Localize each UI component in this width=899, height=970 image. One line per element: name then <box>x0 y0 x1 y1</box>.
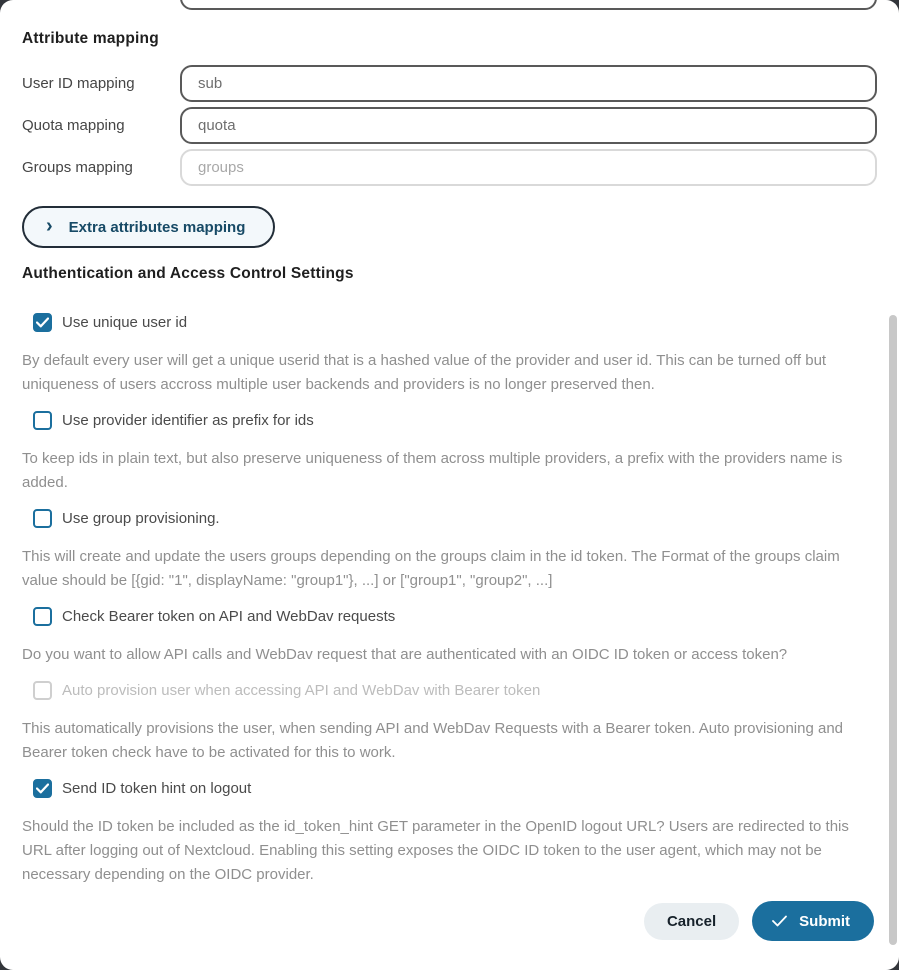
quota-mapping-row <box>22 107 877 144</box>
scrollbar-thumb[interactable] <box>889 315 897 945</box>
user-id-mapping-input[interactable] <box>180 65 877 102</box>
groups-mapping-label: Groups mapping <box>22 159 133 176</box>
description-check-bearer-token: Do you want to allow API calls and WebDav request that are authenticated with an OIDC ID token or access token? <box>22 646 788 663</box>
checkbox-provider-prefix[interactable] <box>33 411 877 430</box>
chevron-right-icon: › <box>46 215 53 237</box>
checkmark-icon <box>36 783 49 794</box>
auth-settings-heading: Authentication and Access Control Settings <box>22 265 354 282</box>
checkbox-label[interactable]: Check Bearer token on API and WebDav requests <box>62 608 396 625</box>
checkbox-send-id-token-hint[interactable] <box>33 779 877 798</box>
extra-attributes-mapping-label: Extra attributes mapping <box>68 218 246 236</box>
checkbox-label[interactable]: Use unique user id <box>62 314 188 331</box>
quota-mapping-input[interactable] <box>180 107 877 144</box>
checkbox-use-unique-user-id[interactable] <box>33 313 877 332</box>
checkbox-box[interactable] <box>33 607 52 626</box>
checkbox-label[interactable]: Use provider identifier as prefix for ids <box>62 412 314 429</box>
checkbox-label: Auto provision user when accessing API and WebDav with Bearer token <box>62 682 541 699</box>
checkbox-box <box>33 681 52 700</box>
checkbox-box[interactable] <box>33 411 52 430</box>
checkbox-check-bearer-token[interactable] <box>33 607 877 626</box>
groups-mapping-input <box>180 149 877 186</box>
checkbox-group-provisioning[interactable] <box>33 509 877 528</box>
quota-mapping-label: Quota mapping <box>22 117 125 134</box>
user-id-mapping-label: User ID mapping <box>22 75 135 92</box>
dialog-footer <box>644 901 874 941</box>
checkbox-label[interactable]: Send ID token hint on logout <box>62 780 252 797</box>
cancel-button[interactable]: Cancel <box>644 903 739 940</box>
submit-button-label: Submit <box>799 912 850 930</box>
checkbox-label[interactable]: Use group provisioning. <box>62 510 220 527</box>
checkmark-icon <box>36 317 49 328</box>
checkbox-auto-provision-bearer <box>33 681 877 700</box>
description-send-id-token-hint: Should the ID token be included as the id_token_hint GET parameter in the OpenID logout URL? Users are redirected to this URL after logging out of Nextcloud. Enabling this setting exposes the OIDC ID token to the user agent, which may not be necessary depending on the OIDC provider. <box>22 818 849 883</box>
submit-button[interactable] <box>752 901 874 941</box>
description-provider-prefix: To keep ids in plain text, but also preserve uniqueness of them across multiple providers, a prefix with the providers name is added. <box>22 450 843 491</box>
top-partial-field[interactable] <box>180 0 877 10</box>
attribute-mapping-heading: Attribute mapping <box>22 30 159 47</box>
groups-mapping-row <box>22 149 877 186</box>
checkbox-box[interactable] <box>33 509 52 528</box>
extra-attributes-mapping-button[interactable] <box>22 206 275 248</box>
checkmark-icon <box>772 915 787 927</box>
checkbox-box[interactable] <box>33 779 52 798</box>
checkbox-box[interactable] <box>33 313 52 332</box>
user-id-mapping-row <box>22 65 877 102</box>
description-use-unique-user-id: By default every user will get a unique userid that is a hashed value of the provider and user id. This can be turned off but uniqueness of users accross multiple user backends and providers is no longer preserved then. <box>22 352 827 393</box>
description-group-provisioning: This will create and update the users groups depending on the groups claim in the id token. The Format of the groups claim value should be [{gid: "1", displayName: "group1"}, ...] or ["group1", "group2", ...] <box>22 548 840 589</box>
description-auto-provision-bearer: This automatically provisions the user, when sending API and WebDav Requests with a Bearer token. Auto provisioning and Bearer token check have to be activated for this to work. <box>22 720 844 761</box>
